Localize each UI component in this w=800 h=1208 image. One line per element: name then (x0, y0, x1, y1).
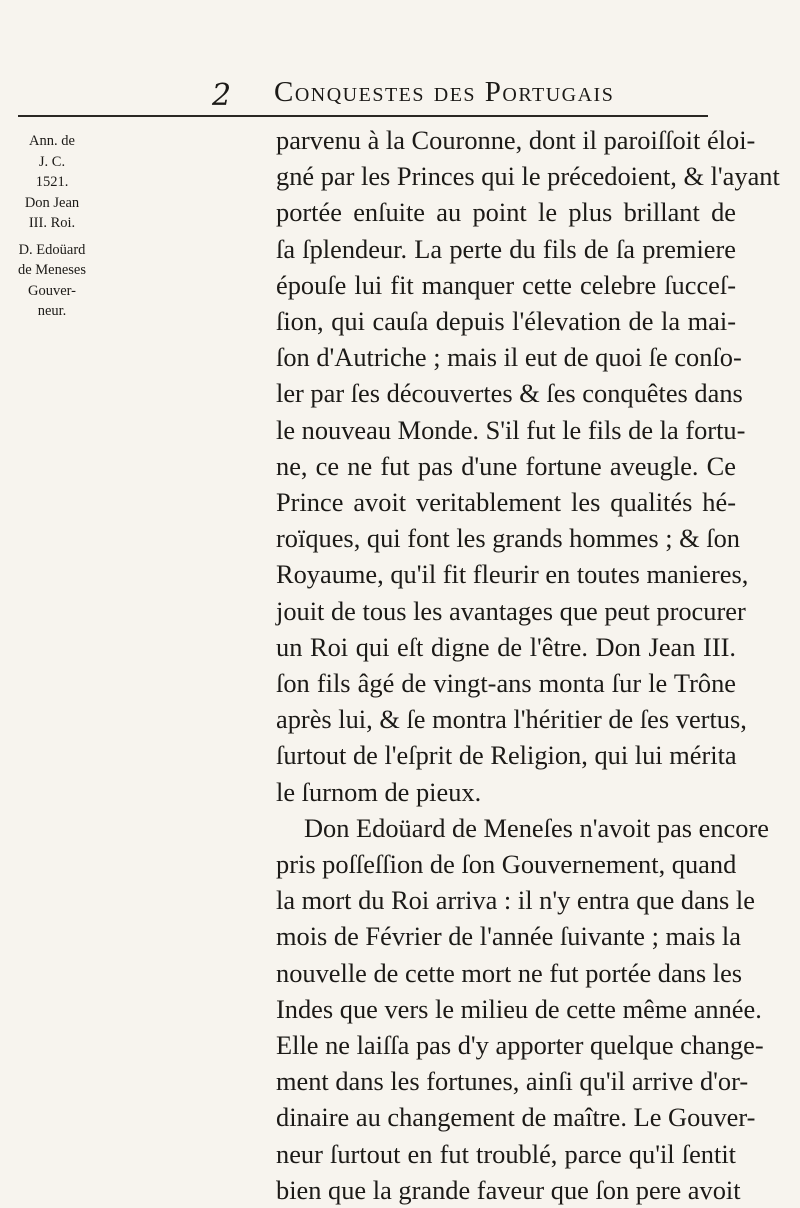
paragraph-2 (276, 810, 769, 1208)
text-line: neur ſurtout en fut troublé, parce qu'il ſentit (276, 1138, 736, 1169)
text-line: jouit de tous les avantages que peut procurer (276, 595, 746, 626)
text-line: épouſe lui fit manquer cette celebre ſucceſ- (276, 269, 736, 300)
text-line: gné par les Princes qui le précedoient, & l'ayant (276, 161, 780, 192)
text-line: portée enſuite au point le plus brillant de (276, 197, 736, 228)
text-line: dinaire au changement de maître. Le Gouver- (276, 1102, 756, 1133)
margin-note-line: III. Roi. (28, 215, 76, 231)
text-line: ſon fils âgé de vingt-ans monta ſur le Trône (276, 668, 736, 699)
text-line: Royaume, qu'il fit fleurir en toutes manieres, (276, 559, 749, 590)
text-line: Don Edoüard de Meneſes n'avoit pas encore (304, 812, 769, 843)
text-line: ſa ſplendeur. La perte du fils de ſa premiere (276, 233, 736, 264)
text-line: ler par ſes découvertes & ſes conquêtes dans (276, 378, 743, 409)
text-line: le ſurnom de pieux. (276, 776, 482, 807)
margin-note-line: 1521. (35, 174, 69, 190)
page-header (190, 70, 710, 114)
header-rule (18, 115, 708, 117)
margin-note-line: D. Edoüard (18, 241, 86, 258)
text-line: ne, ce ne fut pas d'une fortune aveugle. Ce (276, 450, 736, 481)
text-line: ſurtout de l'eſprit de Religion, qui lui mérita (276, 740, 737, 771)
text-line: Elle ne laiſſa pas d'y apporter quelque change- (276, 1030, 764, 1061)
margin-note-line: Ann. de (29, 133, 75, 149)
text-line: le nouveau Monde. S'il fut le fils de la fortu- (276, 414, 746, 445)
text-line: bien que la grande faveur que ſon pere avoit (276, 1174, 741, 1205)
text-line: parvenu à la Couronne, dont il paroiſſoit éloi- (276, 125, 756, 155)
margin-note-line: Don Jean (24, 194, 80, 211)
text-line: ſon d'Autriche ; mais il eut de quoi ſe conſo- (276, 342, 742, 373)
running-title: Conquestes des Portugais (274, 76, 615, 108)
text-line: après lui, & ſe montra l'héritier de ſes vertus, (276, 704, 747, 735)
text-line: Indes que vers le milieu de cette même année. (276, 993, 762, 1024)
margin-note-line: Gouver- (27, 282, 77, 299)
text-line: Prince avoit veritablement les qualités hé- (276, 487, 736, 518)
margin-note-line: de Meneses (17, 262, 87, 278)
page-number: 2 (212, 78, 232, 113)
margin-note-line: neur. (37, 303, 67, 319)
text-line: roïques, qui font les grands hommes ; & ſon (276, 523, 740, 554)
text-line: ment dans les fortunes, ainſi qu'il arrive d'or- (276, 1066, 749, 1097)
text-line: pris poſſeſſion de ſon Gouvernement, quand (276, 849, 737, 880)
text-line: la mort du Roi arriva : il n'y entra que dans le (276, 885, 755, 916)
body-text (276, 122, 780, 1208)
text-line: un Roi qui eſt digne de l'être. Don Jean III. (276, 631, 736, 662)
paragraph-1 (276, 122, 780, 810)
margin-note (6, 131, 98, 322)
text-line: mois de Février de l'année ſuivante ; mais la (276, 921, 741, 952)
text-line: ſion, qui cauſa depuis l'élevation de la mai- (276, 306, 736, 337)
text-line: nouvelle de cette mort ne fut portée dans les (276, 957, 743, 988)
margin-note-line: J. C. (38, 153, 66, 170)
